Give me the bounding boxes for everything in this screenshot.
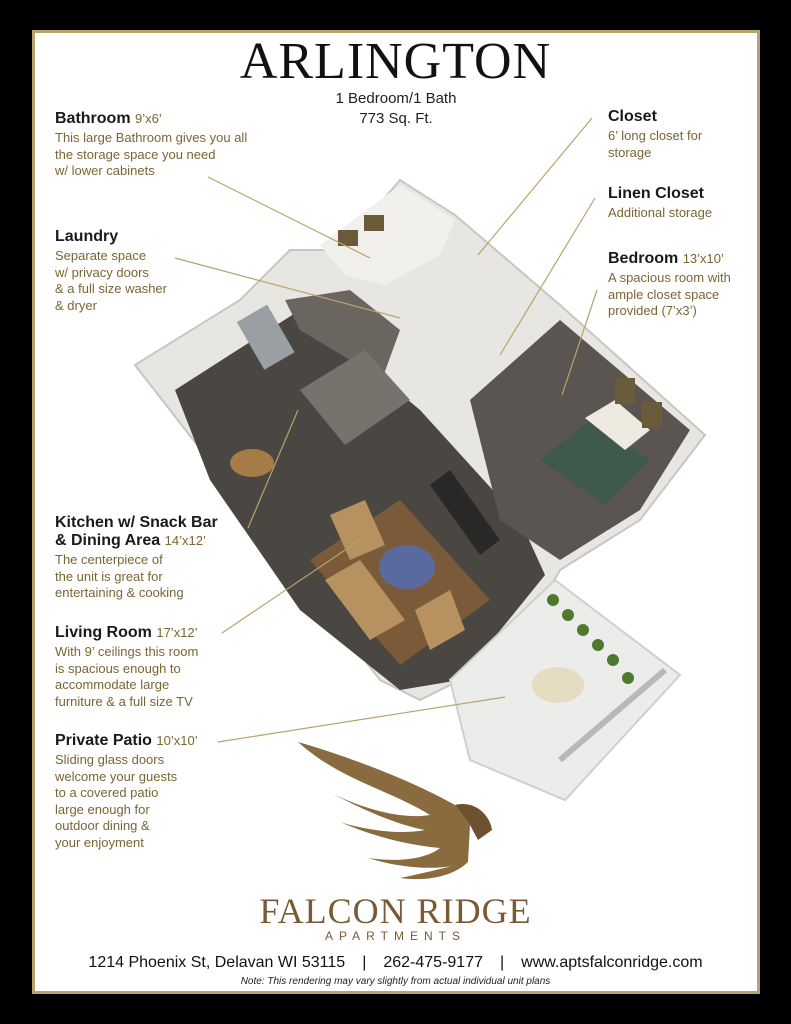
patio-desc-line: Sliding glass doors xyxy=(55,752,165,767)
kitchen-desc-line: the unit is great for xyxy=(55,568,163,584)
bathroom-title: Bathroom xyxy=(55,110,131,127)
bathroom-desc-line: This large Bathroom gives you all xyxy=(55,130,248,145)
laundry-desc-line: w/ privacy doors xyxy=(55,264,149,280)
bedroom-desc-line: provided (7’x3’) xyxy=(608,303,697,318)
falcon-logo xyxy=(298,742,492,879)
living-room-dimensions: 17’x12’ xyxy=(156,625,198,640)
kitchen-desc-line: entertaining & cooking xyxy=(55,585,184,600)
callout-laundry xyxy=(55,228,167,314)
bathroom-dimensions: 9’x6’ xyxy=(135,111,162,126)
callout-linen-closet xyxy=(608,185,712,222)
patio-dimensions: 10’x10’ xyxy=(156,733,198,748)
coffee-table xyxy=(379,545,435,589)
unit-type: 1 Bedroom/1 Bath xyxy=(335,90,457,107)
linen-desc-line: Additional storage xyxy=(608,205,713,220)
linen-closet-title: Linen Closet xyxy=(608,185,705,202)
unit-area: 773 Sq. Ft. xyxy=(359,110,433,127)
bedroom-desc-line: A spacious room with xyxy=(608,270,731,285)
contact-bar xyxy=(0,954,791,972)
bathroom-desc-line: the storage space you need xyxy=(55,146,216,162)
brand-name: FALCON RIDGE xyxy=(259,891,532,931)
phone-number[interactable]: 262-475-9177 xyxy=(383,954,483,971)
callout-kitchen xyxy=(55,514,218,602)
closet-desc-line: 6’ long closet for xyxy=(608,128,703,143)
patio-desc-line: outdoor dining & xyxy=(55,818,150,833)
kitchen-dimensions: 14’x12’ xyxy=(164,533,206,548)
callout-closet xyxy=(608,108,702,161)
bedroom-art-1 xyxy=(615,378,635,404)
callout-living-room xyxy=(55,624,198,710)
website-link[interactable]: www.aptsfalconridge.com xyxy=(521,954,703,971)
bath-art-2 xyxy=(364,215,384,231)
living-room-title: Living Room xyxy=(55,624,152,641)
laundry-desc-line: & a full size washer xyxy=(55,281,167,296)
kitchen-title-line2: & Dining Area xyxy=(55,532,161,549)
patio-desc-line: to a covered patio xyxy=(55,785,159,800)
living-desc-line: furniture & a full size TV xyxy=(55,693,193,709)
bedroom-art-2 xyxy=(642,402,662,428)
patio-title: Private Patio xyxy=(55,732,152,749)
disclaimer-note: Note: This rendering may vary slightly from actual individual unit plans xyxy=(240,976,551,987)
patio-desc-line: your enjoyment xyxy=(55,834,144,850)
laundry-desc-line: & dryer xyxy=(55,297,97,313)
living-desc-line: accommodate large xyxy=(55,677,170,692)
bedroom-desc-line: ample closet space xyxy=(608,286,720,302)
bathroom-desc-line: w/ lower cabinets xyxy=(55,163,155,178)
separator: | xyxy=(362,954,367,971)
callout-bathroom xyxy=(55,110,247,180)
patio-table xyxy=(532,667,584,703)
callout-patio xyxy=(55,732,198,851)
bedroom-dimensions: 13’x10’ xyxy=(682,251,724,266)
kitchen-title-line1: Kitchen w/ Snack Bar xyxy=(55,514,218,531)
kitchen-desc-line: The centerpiece of xyxy=(55,552,163,567)
living-desc-line: is spacious enough to xyxy=(55,660,181,676)
brand-tagline: APARTMENTS xyxy=(325,929,466,943)
laundry-desc-line: Separate space xyxy=(55,248,147,263)
patio-desc-line: large enough for xyxy=(55,801,150,817)
closet-desc-line: storage xyxy=(608,144,652,160)
floorplan-title: ARLINGTON xyxy=(239,33,552,90)
patio-desc-line: welcome your guests xyxy=(55,768,178,784)
separator: | xyxy=(499,954,505,971)
living-desc-line: With 9’ ceilings this room xyxy=(55,644,199,659)
address: 1214 Phoenix St, Delavan WI 53115 xyxy=(88,954,346,971)
closet-title: Closet xyxy=(608,108,657,125)
laundry-title: Laundry xyxy=(55,228,119,245)
callout-bedroom xyxy=(608,250,731,320)
bedroom-title: Bedroom xyxy=(608,250,679,267)
dining-table xyxy=(230,449,274,477)
